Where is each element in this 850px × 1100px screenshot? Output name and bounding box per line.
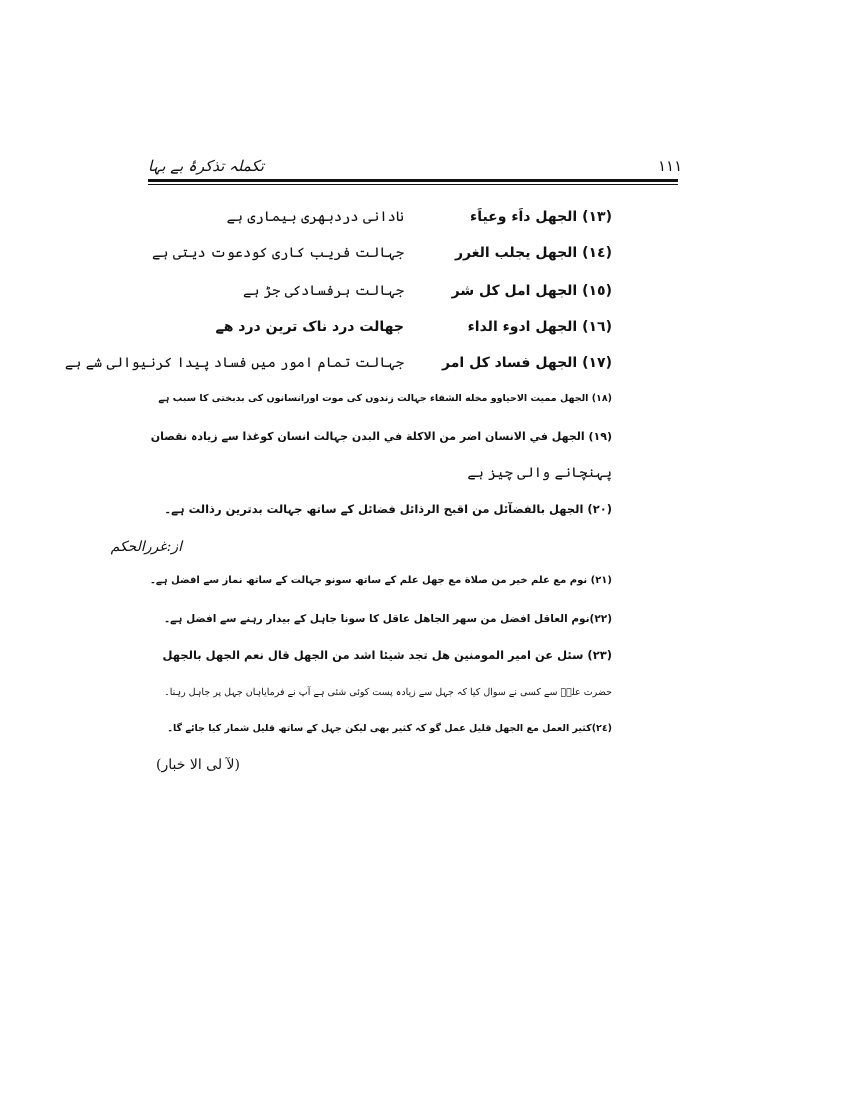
saying-16-arabic: (١٦) الجهل ادوء الداء: [467, 319, 612, 335]
saying-18: (١٨) الجهل مميت الاحياوو مخله الشفاء جہالت زندوں کی موت اورانسانوں کی بدبختی کا سبب ہے: [158, 393, 612, 404]
saying-21: (٢١) نوم مع علم خير من صلاة مع جهل علم کے ساتھ سونو جہالت کے ساتھ نماز سے افضل ہے۔: [150, 575, 612, 586]
source-laali: (لآ لی الا خبار): [156, 757, 240, 773]
saying-19: (١٩) الجهل في الانسان اضر من الاكلة في البدن جہالت انسان کوغذا سے زیادہ نقصان: [150, 430, 612, 443]
source-ghurar: از:غررالحکم: [110, 539, 182, 555]
saying-16-urdu: جهالت درد ناک ترین درد هے: [215, 319, 404, 335]
header-rule-thin: [148, 184, 678, 185]
saying-15-arabic: (١٥) الجهل امل كل شر: [451, 283, 612, 299]
saying-17-urdu: جہالت تمام امور میں فساد پیدا کرنیوالی شے ہے: [64, 355, 404, 371]
saying-17-arabic: (١٧) الجهل فساد كل امر: [442, 355, 612, 371]
saying-22: (٢٢)نوم العاقل افضل من سهر الجاهل عاقل کا سونا جاہل کے بیدار رہنے سے افضل ہے۔: [164, 613, 612, 625]
header-rule-thick: [148, 179, 678, 182]
saying-23: (٢٣) سئل عن امير المومنين هل تجد شيئا اشد من الجهل قال نعم الجهل بالجهل: [162, 648, 612, 662]
saying-15-urdu: جہالت ہرفسادکی جڑ ہے: [242, 283, 404, 299]
saying-20: (٢٠) الجهل بالفضآئل من اقبح الرذائل فضائل کے ساتھ جہالت بدترین رذالت ہے۔: [164, 502, 612, 516]
saying-23-translation: حضرت علیؑ سے کسی نے سوال کیا کہ جہل سے زیادہ پست کوئی شئی ہے آپ نے فرمایاہاں جہل پر جاہل رہنا۔: [164, 687, 612, 698]
running-title: تکملہ تذکرۂ بے بہا: [148, 157, 264, 175]
saying-13-urdu: نادانی دردبھری بیماری ہے: [226, 209, 404, 225]
page-number: ١١١: [658, 157, 683, 175]
saying-19-continued: پہنچانے والی چیز ہے: [467, 465, 612, 481]
saying-14-urdu: جہالت فریب کاری کودعوت دیتی ہے: [152, 245, 404, 261]
saying-24: (٢٤)كثير العمل مع الجهل قليل عمل گو کہ کثیر بھی لیکن جہل کے ساتھ قلیل شمار کیا جائے گا۔: [167, 723, 612, 734]
saying-13-arabic: (١٣) الجهل داَء وعياَء: [470, 209, 612, 225]
saying-14-arabic: (١٤) الجهل يجلب الغرر: [454, 245, 612, 261]
page-header: [148, 157, 683, 177]
